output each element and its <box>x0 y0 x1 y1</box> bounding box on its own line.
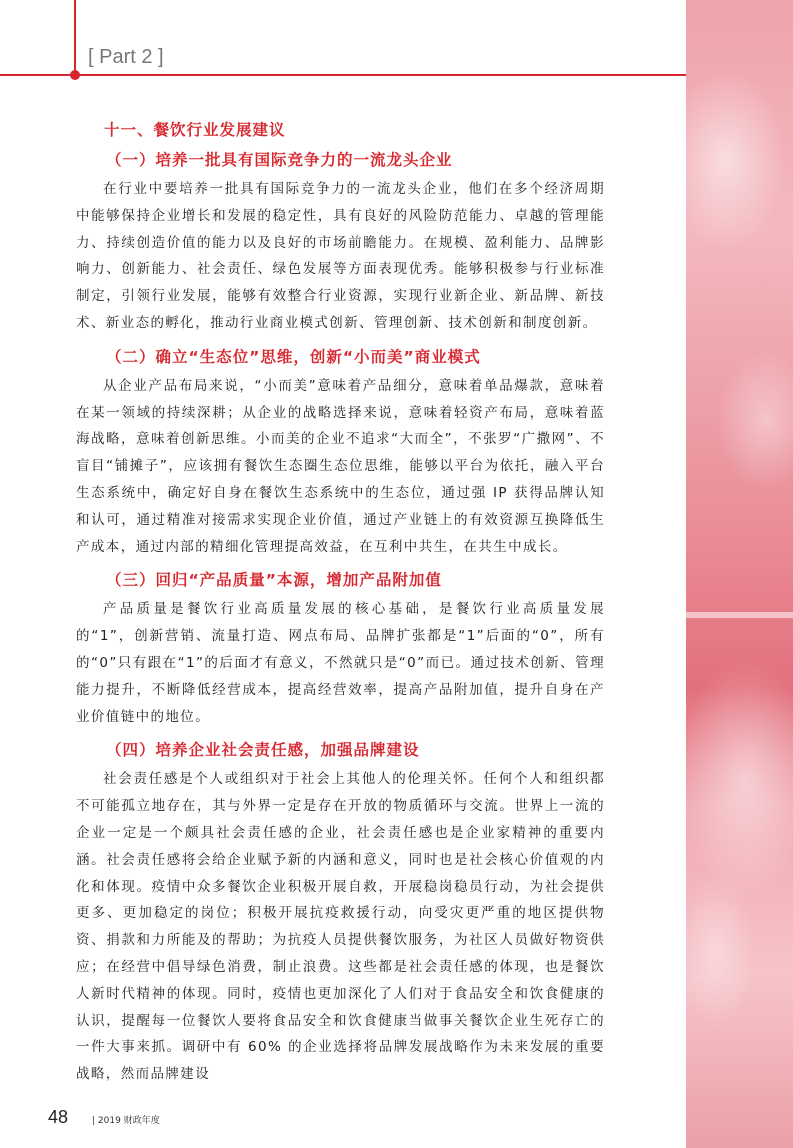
subsection-heading-2: （二）确立“生态位”思维，创新“小而美”商业模式 <box>106 347 481 366</box>
page-number: 48 <box>48 1106 69 1127</box>
paragraph-2: 从企业产品布局来说，“小而美”意味着产品细分，意味着单品爆款，意味着在某一领域的持续深耕；从企业的战略选择来说，意味着轻资产布局，意味着蓝海战略，意味着创新思维。小而美的企业不追求“大而全”，不张罗“广撒网”、不盲目“铺摊子”，应该拥有餐饮生态圈生态位思维，能够以平台为依托，融入平台生态系统中，确定好自身在餐饮生态系统中的生态位，通过强 IP 获得品牌认知和认可，通过精准对接需求实现企业价值，通过产业链上的有效资源互换降低生产成本，通过内部的精细化管理提高效益，在互利中共生，在共生中成长。 <box>76 377 605 555</box>
page-footer <box>0 1096 793 1128</box>
section-title: 十一、餐饮行业发展建议 <box>104 121 286 139</box>
subsection-heading-1: （一）培养一批具有国际竞争力的一流龙头企业 <box>106 151 453 169</box>
publication-label: | 2019 财政年度 <box>92 1115 160 1126</box>
paragraph-3: 产品质量是餐饮行业高质量发展的核心基础，是餐饮行业高质量发展的“1”，创新营销、流量打造、网点布局、品牌扩张都是“1”后面的“0”，所有的“0”只有跟在“1”的后面才有意义，不然就只是“0”而已。通过技术创新、管理能力提升，不断降低经营成本，提高经营效率，提高产品附加值，提升自身在产业价值链中的地位。 <box>76 601 605 725</box>
paragraph-1: 在行业中要培养一批具有国际竞争力的一流龙头企业，他们在多个经济周期中能够保持企业增长和发展的稳定性，具有良好的风险防范能力、卓越的管理能力、持续创造价值的能力以及良好的市场前瞻能力。在规模、盈利能力、品牌影响力、创新能力、社会责任、绿色发展等方面表现优秀。能够积极参与行业标准制定，引领行业发展，能够有效整合行业资源，实现行业新企业、新品牌、新技术、新业态的孵化，推动行业商业模式创新、管理创新、技术创新和制度创新。 <box>76 181 605 331</box>
subsection-heading-3: （三）回归“产品质量”本源，增加产品附加值 <box>106 571 442 590</box>
subsection-heading-4: （四）培养企业社会责任感，加强品牌建设 <box>106 741 420 760</box>
paragraph-4: 社会责任感是个人或组织对于社会上其他人的伦理关怀。任何个人和组织都不可能孤立地存在，其与外界一定是存在开放的物质循环与交流。世界上一流的企业一定是一个颇具社会责任感的企业，社会责任感也是企业家精神的重要内涵。社会责任感将会给企业赋予新的内涵和意义，同时也是社会核心价值观的内化和体现。疫情中众多餐饮企业积极开展自救，开展稳岗稳员行动，为社会提供更多、更加稳定的岗位；积极开展抗疫救援行动，向受灾更严重的地区提供物资、捐款和力所能及的帮助；为抗疫人员提供餐饮服务，为社区人员做好物资供应；在经营中倡导绿色消费，制止浪费。这些都是社会责任感的体现，也是餐饮人新时代精神的体现。同时，疫情也更加深化了人们对于食品安全和饮食健康的认识，提醒每一位餐饮人要将食品安全和饮食健康当做事关餐饮企业生死存亡的一件大事来抓。调研中有 60% 的企业选择将品牌发展战略作为未来发展的重要战略，然而品牌建设 <box>76 771 605 1083</box>
part-label: [ Part 2 ] <box>88 46 164 68</box>
